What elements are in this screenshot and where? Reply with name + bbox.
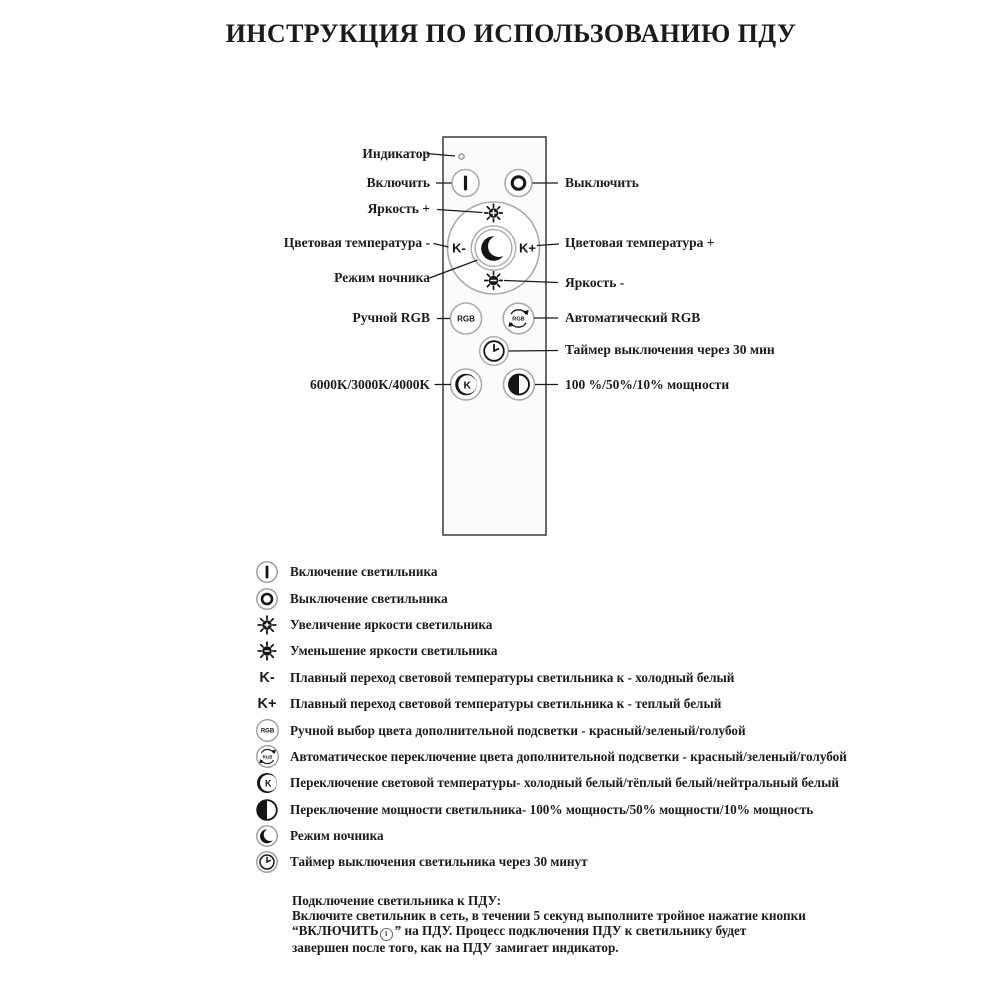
label-color-presets: 6000K/3000K/4000K [309, 377, 430, 392]
legend-row [253, 823, 847, 849]
legend-text: Уменьшение яркости светильника [290, 643, 498, 659]
brightness-up-icon [485, 204, 503, 222]
k-minus-button: K- [452, 240, 466, 256]
power-off-icon [253, 587, 281, 611]
power-off-button [505, 170, 532, 197]
legend-text: Включение светильника [290, 564, 438, 580]
power-on-button [452, 170, 479, 197]
timer-callout-line [509, 351, 559, 352]
connection-line: Включите светильник в сеть, в течении 5 секунд выполните тройное нажатие кнопки [292, 907, 806, 923]
legend-row [253, 717, 847, 743]
k-label: K [463, 379, 472, 392]
k-minus-symbol: K- [259, 669, 275, 686]
legend-row [253, 612, 847, 638]
night-mode-icon [253, 824, 281, 848]
k-plus-button: K+ [519, 240, 536, 256]
legend-row [253, 585, 847, 611]
legend-text: Переключение мощности светильника- 100% мощность/50% мощности/10% мощность [290, 801, 814, 817]
power-on-icon [253, 560, 281, 584]
color-temp-icon [253, 771, 281, 795]
legend-row [253, 665, 847, 691]
indicator-led [459, 154, 464, 159]
legend-text: Плавный переход световой температуры светильника к - холодный белый [290, 669, 735, 685]
legend-text: Выключение светильника [290, 590, 448, 606]
legend-row [253, 797, 847, 823]
rgb-label: RGB [457, 314, 475, 324]
legend-text: Таймер выключения светильника через 30 минут [290, 854, 588, 870]
brightness-down-icon [485, 272, 503, 290]
power-level-button [504, 369, 535, 400]
legend-row [253, 559, 847, 585]
label-auto-rgb: Автоматический RGB [565, 310, 701, 325]
legend-row [253, 691, 847, 717]
legend-text: Ручной выбор цвета дополнительной подсветки - красный/зеленый/голубой [290, 722, 746, 738]
auto-rgb-icon [253, 744, 281, 769]
svg-text:RGB: RGB [262, 754, 272, 760]
legend-text: Режим ночника [290, 828, 384, 844]
brightness-down-icon [253, 639, 281, 663]
power-on-icon [464, 176, 467, 191]
timer-icon [253, 850, 281, 874]
power-level-icon [253, 798, 281, 822]
legend-text: Автоматическое переключение цвета дополнительной подсветки - красный/зеленый/голубой [290, 748, 847, 764]
page-title: ИНСТРУКЦИЯ ПО ИСПОЛЬЗОВАНИЮ ПДУ [225, 19, 797, 48]
legend-row [253, 849, 847, 875]
rgb-label: RGB [512, 316, 525, 323]
power-level-icon [509, 375, 529, 395]
color-temp-icon [455, 374, 477, 396]
legend-text: Увеличение яркости светильника [290, 616, 493, 632]
timer-button [480, 337, 509, 366]
label-brightness-plus: Яркость + [367, 201, 430, 216]
connection-line: “ВКЛЮЧИТЬ I ” на ПДУ. Процесс подключения ПДУ к светильнику будет [292, 924, 806, 942]
legend-row [253, 638, 847, 664]
remote-diagram [0, 130, 1000, 542]
legend-row [253, 770, 847, 796]
connection-line: завершен после того, как на ПДУ замигает индикатор. [292, 940, 619, 956]
clock-icon [484, 341, 504, 361]
label-manual-rgb: Ручной RGB [352, 310, 430, 325]
auto-rgb-button [503, 303, 534, 334]
k-plus-symbol: K+ [257, 695, 277, 712]
label-power-on: Включить [366, 175, 430, 190]
label-indicator: Индикатор [362, 146, 430, 161]
svg-text:RGB: RGB [260, 728, 274, 735]
legend-row [253, 744, 847, 770]
manual-rgb-icon [253, 718, 281, 743]
brightness-up-icon [253, 613, 281, 637]
connection-heading: Подключение светильника к ПДУ: [292, 893, 502, 908]
power-on-inline-icon: I [380, 928, 393, 941]
connection-instructions [292, 894, 806, 956]
dpad [448, 202, 540, 294]
label-power-off: Выключить [565, 175, 639, 190]
label-night-mode: Режим ночника [334, 270, 430, 285]
label-timer: Таймер выключения через 30 мин [565, 342, 775, 357]
label-color-temp-plus: Цветовая температура + [565, 235, 715, 250]
label-power-levels: 100 %/50%/10% мощности [565, 377, 730, 392]
label-color-temp-minus: Цветовая температура - [283, 235, 430, 250]
manual-rgb-button [451, 303, 482, 334]
label-brightness-minus: Яркость - [565, 275, 625, 290]
legend-text: Переключение световой температуры- холодный белый/тёплый белый/нейтральный белый [290, 775, 840, 791]
color-temp-button [451, 369, 482, 400]
svg-text:K: K [264, 778, 272, 789]
legend [253, 559, 847, 876]
legend-text: Плавный переход световой температуры светильника к - теплый белый [290, 696, 722, 712]
